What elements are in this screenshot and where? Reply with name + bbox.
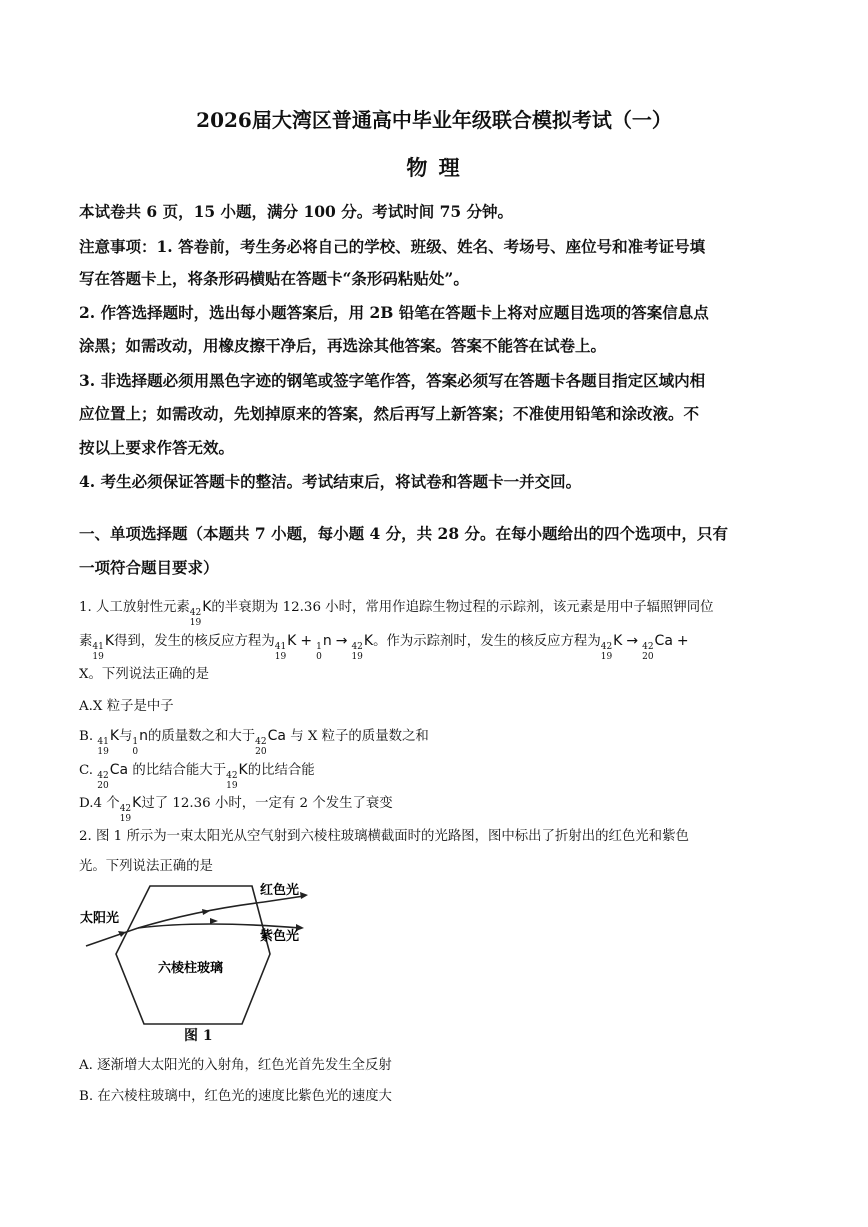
- instruction-line: 写在答题卡上，将条形码横贴在答题卡“条形码粘贴处”。: [79, 269, 469, 288]
- section-heading-line: 一项符合题目要求）: [79, 558, 219, 577]
- label-prism: 六棱柱玻璃: [158, 961, 224, 976]
- nuclide-neutron: 1 0 n: [316, 633, 332, 662]
- subject-title: 物 理: [406, 155, 462, 180]
- instruction-line: 注意事项：1. 答卷前，考生务必将自己的学校、班级、姓名、考场号、座位号和准考证号填: [79, 237, 706, 256]
- arrow-head-icon: [300, 892, 308, 899]
- arrow-head-icon: [210, 918, 218, 924]
- nuclide-k41: 41 19 K: [97, 728, 119, 757]
- label-sunlight: 太阳光: [80, 911, 120, 926]
- label-violet-light: 紫色光: [260, 929, 300, 944]
- option-b: B. 41 19 K与 1 0 n的质量数之和大于 42 20 Ca 与 X 粒子的质量数之和: [79, 728, 429, 757]
- instruction-line: 按以上要求作答无效。: [79, 438, 235, 457]
- figure-caption: 图 1: [184, 1028, 213, 1044]
- nuclide-k41: 41 19 K: [274, 633, 297, 662]
- instruction-line: 涂黑；如需改动，用橡皮擦干净后，再选涂其他答案。答案不能答在试卷上。: [79, 336, 607, 355]
- option-d: D.4 个 42 19 K过了 12.36 小时，一定有 2 个发生了衰变: [79, 795, 393, 824]
- instruction-line: 4. 考生必须保证答题卡的整洁。考试结束后，将试卷和答题卡一并交回。: [79, 472, 582, 491]
- instruction-line: 本试卷共 6 页，15 小题，满分 100 分。考试时间 75 分钟。: [79, 202, 514, 221]
- label-red-light: 红色光: [260, 883, 300, 898]
- question-text: 2. 图 1 所示为一束太阳光从空气射到六棱柱玻璃横截面时的光路图，图中标出了折射出的红色光和紫色: [79, 829, 689, 844]
- question-text: 光。下列说法正确的是: [79, 859, 213, 874]
- violet-light-path: [138, 924, 300, 928]
- nuclide-ca42: 42 20 Ca: [255, 728, 286, 757]
- option-a: A. 逐渐增大太阳光的入射角，红色光首先发生全反射: [79, 1058, 392, 1073]
- instruction-line: 3. 非选择题必须用黑色字迹的钢笔或签字笔作答，答案必须写在答题卡各题目指定区域内相: [79, 371, 706, 390]
- instruction-line: 应位置上；如需改动，先划掉原来的答案，然后再写上新答案；不准使用铅笔和涂改液。不: [79, 404, 700, 423]
- option-c: C. 42 20 Ca 的比结合能大于 42 19 K的比结合能: [79, 762, 315, 791]
- nuclide-k42: 42 19 K: [600, 633, 623, 662]
- option-b: B. 在六棱柱玻璃中，红色光的速度比紫色光的速度大: [79, 1089, 392, 1104]
- question-text: 素 41 19 K得到，发生的核反应方程为 41 19 K + 1 0 n → 42 19 K。作为示踪剂时，发生的核反应方程为 42 19 K → 42 20 Ca +: [79, 633, 689, 662]
- page-title: 2026届大湾区普通高中毕业年级联合模拟考试（一）: [196, 108, 672, 132]
- question-text: 1. 人工放射性元素 42 19 K的半衰期为 12.36 小时，常用作追踪生物过程的示踪剂，该元素是用中子辐照钾同位: [79, 599, 714, 628]
- section-heading-line: 一、单项选择题（本题共 7 小题，每小题 4 分，共 28 分。在每小题给出的四个选项中，只有: [79, 524, 729, 543]
- nuclide-k42: 42 19 K: [119, 795, 142, 824]
- nuclide-ca42: 42 20 Ca: [642, 633, 673, 662]
- instruction-line: 2. 作答选择题时，选出每小题答案后，用 2B 铅笔在答题卡上将对应题目选项的答案信息点: [79, 303, 709, 322]
- hexagon-prism: [116, 886, 270, 1024]
- figure-1-prism-diagram: [78, 880, 318, 1054]
- nuclide-ca42: 42 20 Ca: [97, 762, 129, 791]
- nuclide-k41: 41 19 K: [92, 633, 115, 662]
- nuclide-k42: 42 19 K: [226, 762, 248, 791]
- question-text: X。下列说法正确的是: [79, 667, 210, 682]
- incident-ray: [86, 928, 138, 946]
- nuclide-k42: 42 19 K: [189, 599, 212, 628]
- nuclide-neutron: 1 0 n: [132, 728, 148, 757]
- nuclide-k42: 42 19 K: [351, 633, 374, 662]
- option-a: A.X 粒子是中子: [79, 699, 174, 714]
